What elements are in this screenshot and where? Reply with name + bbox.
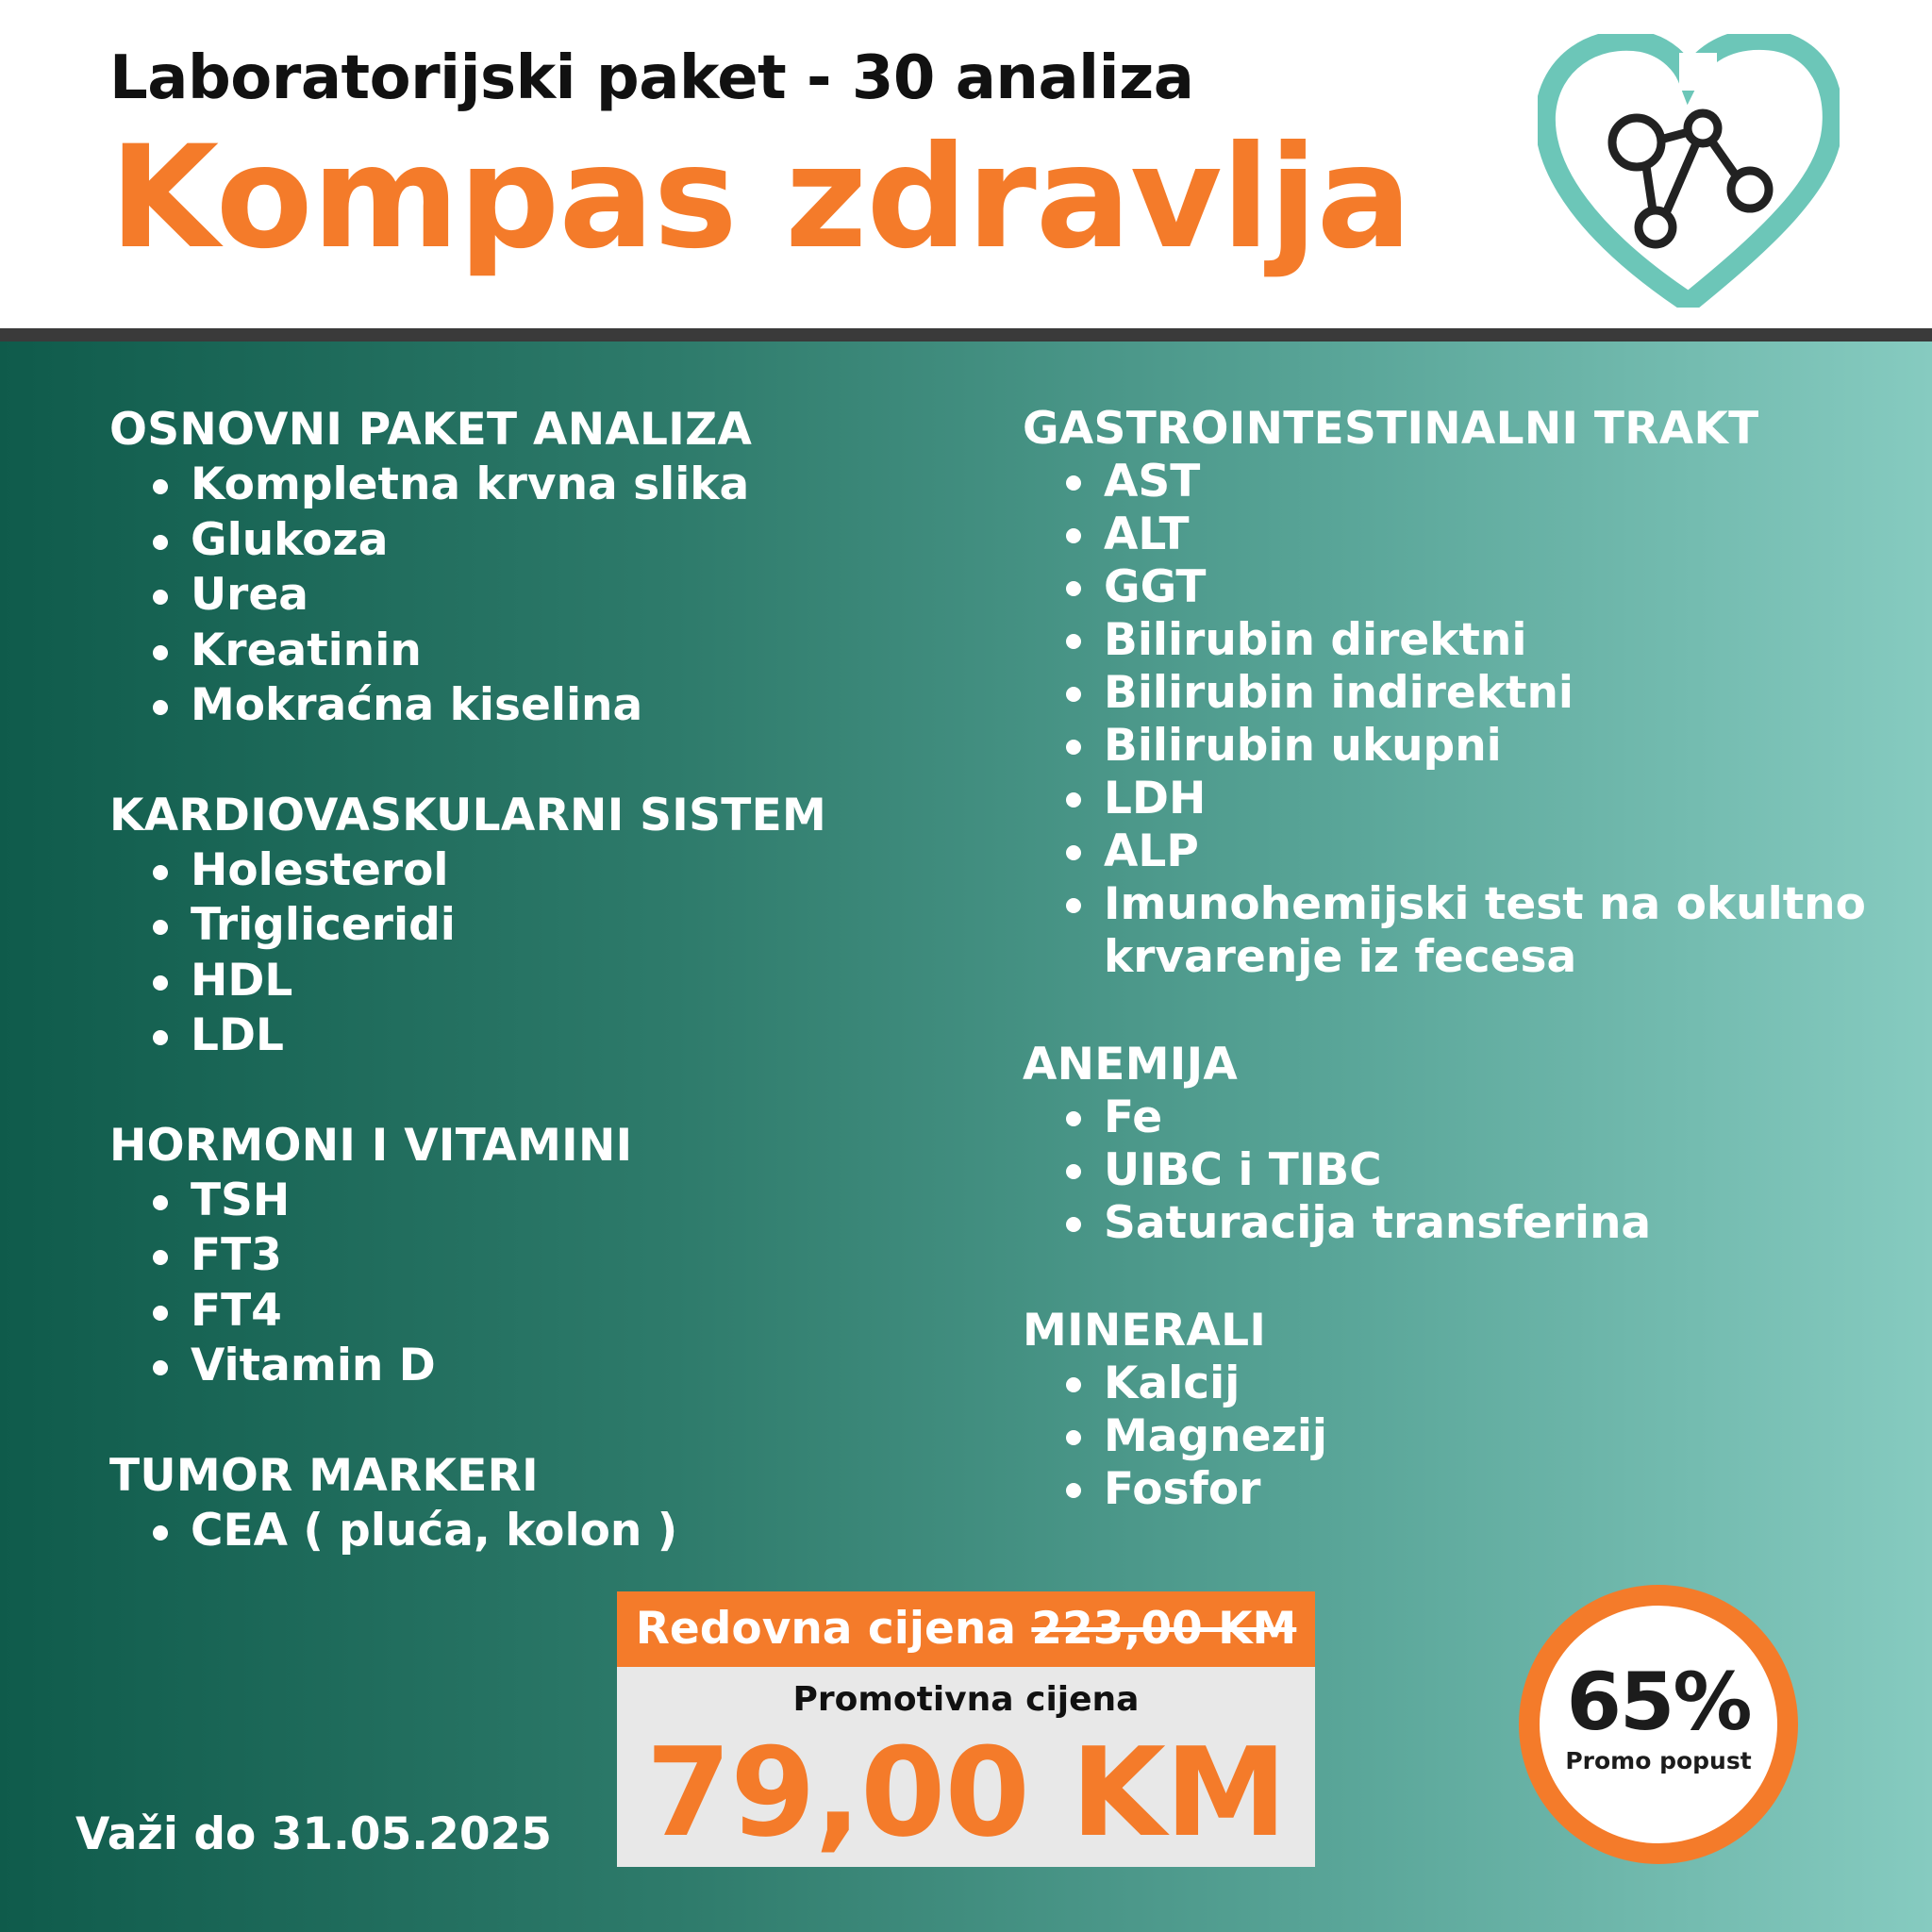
left-column [109, 403, 977, 1613]
regular-price-value: 223,00 KM [1031, 1603, 1297, 1655]
price-box [617, 1591, 1315, 1867]
list-item: Bilirubin indirektni [1104, 667, 1890, 720]
list-item: Vitamin D [191, 1339, 977, 1394]
list-item: Kreatinin [191, 624, 977, 679]
header-divider [0, 328, 1932, 341]
section-hormoni [109, 1119, 977, 1394]
discount-value: 65% [1566, 1656, 1751, 1748]
right-column [1023, 403, 1890, 1571]
list-item: HDL [191, 954, 977, 1009]
list-item: Mokraćna kiselina [191, 678, 977, 734]
list-item: TSH [191, 1174, 977, 1229]
section-tumor-markeri [109, 1449, 977, 1559]
list-item: ALP [1104, 825, 1890, 878]
section-title: GASTROINTESTINALNI TRAKT [1023, 403, 1759, 455]
heart-molecule-icon [1538, 34, 1840, 308]
list-item: Saturacija transferina [1104, 1197, 1890, 1250]
section-gastrointestinalni [1023, 403, 1890, 984]
discount-badge-inner [1540, 1606, 1777, 1843]
list-item: Holesterol [191, 843, 977, 899]
section-minerali [1023, 1305, 1890, 1516]
list-item: FT4 [191, 1284, 977, 1340]
section-title: HORMONI I VITAMINI [109, 1119, 633, 1172]
list-item: ALT [1104, 508, 1890, 561]
list-item: Urea [191, 568, 977, 624]
list-item: GGT [1104, 561, 1890, 614]
package-subtitle: Laboratorijski paket - 30 analiza [109, 43, 1194, 113]
validity-date: Važi do 31.05.2025 [75, 1808, 552, 1860]
section-title: MINERALI [1023, 1305, 1267, 1357]
section-osnovni [109, 403, 977, 734]
package-title: Kompas zdravlja [109, 116, 1411, 280]
list-item: Magnezij [1104, 1410, 1890, 1463]
list-item: UIBC i TIBC [1104, 1144, 1890, 1197]
list-item: FT3 [191, 1228, 977, 1284]
promo-price-panel [617, 1667, 1315, 1867]
discount-label: Promo popust [1565, 1747, 1752, 1774]
list-item: Bilirubin direktni [1104, 614, 1890, 667]
section-anemija [1023, 1039, 1890, 1250]
list-item: Fe [1104, 1091, 1890, 1144]
analysis-panel [0, 341, 1932, 1932]
list-item: Glukoza [191, 513, 977, 569]
list-item: CEA ( pluća, kolon ) [191, 1504, 977, 1559]
molecule-icon [1612, 113, 1769, 244]
regular-price-label: Redovna cijena [635, 1603, 1016, 1655]
list-item: Imunohemijski test na okultno krvarenje iz fecesa [1104, 878, 1890, 984]
section-title: ANEMIJA [1023, 1039, 1239, 1091]
list-item: LDL [191, 1008, 977, 1064]
list-item: Bilirubin ukupni [1104, 720, 1890, 773]
header [0, 0, 1932, 330]
regular-price [617, 1591, 1315, 1667]
section-title: KARDIOVASKULARNI SISTEM [109, 789, 827, 841]
list-item: Fosfor [1104, 1463, 1890, 1516]
list-item: Trigliceridi [191, 898, 977, 954]
promo-price-label: Promotivna cijena [792, 1680, 1140, 1719]
promo-price-value: 79,00 KM [645, 1721, 1287, 1864]
section-kardiovaskularni [109, 789, 977, 1064]
list-item: Kompletna krvna slika [191, 458, 977, 513]
section-title: TUMOR MARKERI [109, 1449, 539, 1502]
list-item: AST [1104, 456, 1890, 508]
list-item: Kalcij [1104, 1357, 1890, 1410]
discount-badge [1519, 1585, 1798, 1864]
list-item: LDH [1104, 773, 1890, 825]
section-title: OSNOVNI PAKET ANALIZA [109, 404, 753, 456]
